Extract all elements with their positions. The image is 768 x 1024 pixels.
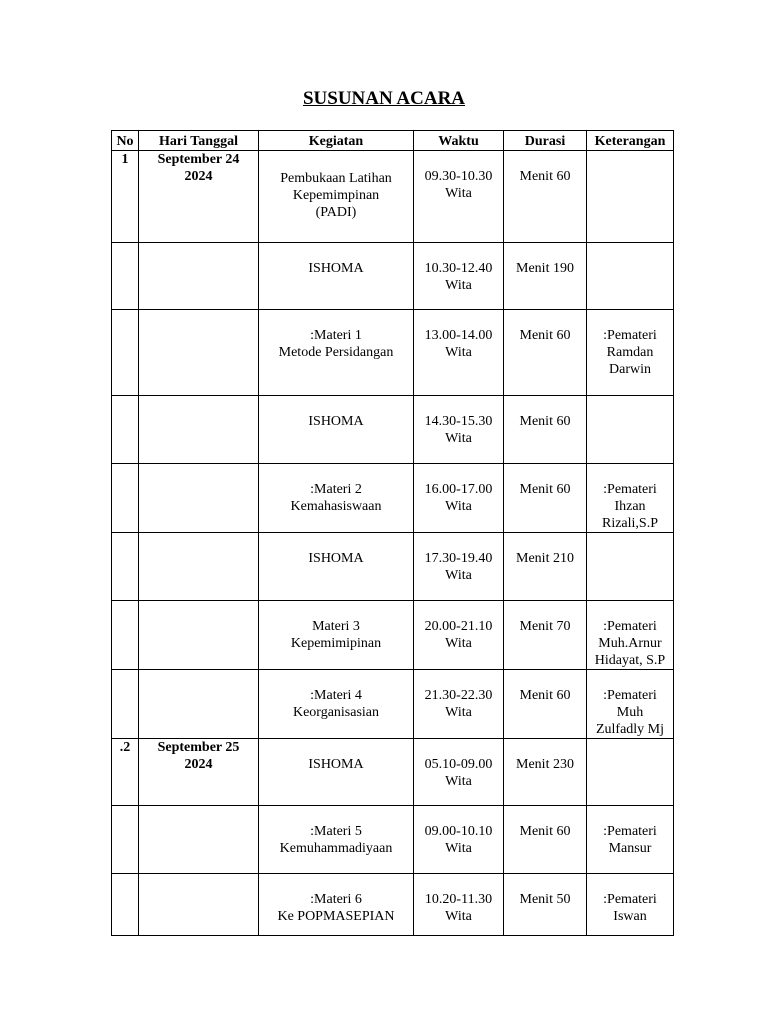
cell-durasi xyxy=(504,874,587,936)
cell-no xyxy=(112,806,139,874)
cell-kegiatan-line: Kemuhammadiyaan xyxy=(279,841,393,856)
cell-keterangan-line: Iswan xyxy=(613,909,647,924)
cell-durasi-text: Menit 210 xyxy=(516,551,574,566)
cell-waktu xyxy=(414,151,504,243)
header-kegiatan: Kegiatan xyxy=(259,131,414,151)
cell-durasi xyxy=(504,396,587,464)
cell-durasi-text: Menit 60 xyxy=(519,169,571,184)
cell-keterangan xyxy=(587,310,674,396)
cell-hari-tanggal xyxy=(139,806,259,874)
cell-kegiatan xyxy=(259,151,414,243)
cell-durasi xyxy=(504,151,587,243)
cell-keterangan xyxy=(587,533,674,601)
cell-kegiatan-line: :Materi 1 xyxy=(310,328,362,343)
cell-hari-tanggal xyxy=(139,151,259,243)
cell-no xyxy=(112,601,139,670)
cell-durasi-text: Menit 50 xyxy=(519,892,571,907)
cell-hari-tanggal xyxy=(139,396,259,464)
cell-kegiatan xyxy=(259,806,414,874)
cell-keterangan-line: Hidayat, S.P xyxy=(594,653,666,668)
cell-waktu xyxy=(414,739,504,806)
cell-durasi xyxy=(504,739,587,806)
cell-keterangan xyxy=(587,670,674,739)
cell-waktu xyxy=(414,874,504,936)
cell-kegiatan-line: :Materi 4 xyxy=(310,688,362,703)
cell-keterangan xyxy=(587,739,674,806)
cell-hari-tanggal xyxy=(139,310,259,396)
cell-no xyxy=(112,874,139,936)
cell-waktu xyxy=(414,396,504,464)
cell-kegiatan-line: (PADI) xyxy=(315,205,357,220)
cell-kegiatan xyxy=(259,670,414,739)
cell-keterangan xyxy=(587,396,674,464)
cell-no xyxy=(112,310,139,396)
cell-keterangan xyxy=(587,464,674,533)
cell-waktu xyxy=(414,806,504,874)
cell-kegiatan-line: Metode Persidangan xyxy=(278,345,394,360)
page-title: SUSUNAN ACARA xyxy=(302,88,466,109)
cell-kegiatan xyxy=(259,533,414,601)
cell-waktu-line: 10.20-11.30 xyxy=(424,892,493,907)
table-row xyxy=(112,310,674,396)
cell-hari-tanggal xyxy=(139,739,259,806)
cell-waktu-line: Wita xyxy=(445,278,472,293)
table-row xyxy=(112,670,674,739)
cell-keterangan-line: Ihzan xyxy=(614,499,646,514)
cell-durasi xyxy=(504,243,587,310)
cell-no: 1 xyxy=(112,151,139,243)
cell-keterangan-line: Rizali,S.P xyxy=(601,516,658,531)
cell-waktu-line: 20.00-21.10 xyxy=(424,619,493,634)
cell-kegiatan-line: Kepemimpinan xyxy=(292,188,380,203)
cell-kegiatan xyxy=(259,396,414,464)
table-header-row xyxy=(112,131,674,151)
table-row xyxy=(112,533,674,601)
cell-no xyxy=(112,533,139,601)
cell-hari-tanggal-line: September 25 xyxy=(157,740,240,755)
cell-kegiatan xyxy=(259,739,414,806)
cell-kegiatan-line: Kemahasiswaan xyxy=(290,499,382,514)
cell-waktu-line: Wita xyxy=(445,499,472,514)
cell-durasi xyxy=(504,533,587,601)
cell-durasi-text: Menit 190 xyxy=(516,261,574,276)
header-waktu: Waktu xyxy=(414,131,504,151)
header-durasi: Durasi xyxy=(504,131,587,151)
cell-waktu-line: 17.30-19.40 xyxy=(424,551,493,566)
cell-keterangan-line: :Pemateri xyxy=(603,688,657,703)
cell-keterangan xyxy=(587,806,674,874)
cell-durasi-text: Menit 60 xyxy=(519,328,571,343)
cell-waktu-line: Wita xyxy=(445,568,472,583)
cell-waktu-line: 09.00-10.10 xyxy=(424,824,493,839)
cell-kegiatan-line: ISHOMA xyxy=(308,551,364,566)
cell-waktu-line: Wita xyxy=(445,345,472,360)
cell-durasi xyxy=(504,806,587,874)
cell-keterangan-line: Mansur xyxy=(608,841,652,856)
cell-keterangan-line: Darwin xyxy=(609,362,651,377)
table-row xyxy=(112,243,674,310)
cell-waktu-line: Wita xyxy=(445,909,472,924)
cell-kegiatan xyxy=(259,310,414,396)
cell-keterangan xyxy=(587,874,674,936)
cell-keterangan-line: Muh xyxy=(616,705,644,720)
cell-kegiatan-line: ISHOMA xyxy=(308,414,364,429)
cell-kegiatan-line: :Materi 6 xyxy=(310,892,362,907)
cell-durasi xyxy=(504,464,587,533)
schedule-table xyxy=(111,130,674,936)
cell-waktu-line: Wita xyxy=(445,431,472,446)
cell-keterangan xyxy=(587,243,674,310)
cell-hari-tanggal-line: 2024 xyxy=(184,757,213,772)
cell-waktu xyxy=(414,243,504,310)
cell-kegiatan-line: :Materi 5 xyxy=(310,824,362,839)
cell-kegiatan-line: Materi 3 xyxy=(312,619,360,634)
cell-waktu-line: Wita xyxy=(445,841,472,856)
cell-keterangan-line: :Pemateri xyxy=(603,328,657,343)
cell-no xyxy=(112,243,139,310)
cell-waktu-line: 05.10-09.00 xyxy=(424,757,493,772)
header-keterangan: Keterangan xyxy=(587,131,674,151)
cell-keterangan xyxy=(587,601,674,670)
cell-no: .2 xyxy=(112,739,139,806)
table-row xyxy=(112,739,674,806)
cell-waktu-line: 14.30-15.30 xyxy=(424,414,493,429)
cell-durasi-text: Menit 60 xyxy=(519,414,571,429)
cell-keterangan-line: :Pemateri xyxy=(603,482,657,497)
cell-hari-tanggal xyxy=(139,243,259,310)
cell-keterangan-line: Muh.Arnur xyxy=(598,636,662,651)
cell-no xyxy=(112,396,139,464)
table-row xyxy=(112,151,674,243)
cell-hari-tanggal xyxy=(139,874,259,936)
cell-durasi xyxy=(504,601,587,670)
cell-no xyxy=(112,670,139,739)
cell-waktu xyxy=(414,670,504,739)
cell-waktu xyxy=(414,310,504,396)
cell-durasi-text: Menit 230 xyxy=(516,757,574,772)
cell-hari-tanggal-line: September 24 xyxy=(157,152,240,167)
cell-kegiatan xyxy=(259,874,414,936)
cell-kegiatan-line: Keorganisasian xyxy=(292,705,380,720)
cell-kegiatan xyxy=(259,464,414,533)
cell-keterangan xyxy=(587,151,674,243)
header-no: No xyxy=(112,131,139,151)
cell-waktu-line: 10.30-12.40 xyxy=(424,261,493,276)
cell-waktu-line: 09.30-10.30 xyxy=(424,169,493,184)
cell-durasi-text: Menit 70 xyxy=(519,619,571,634)
cell-durasi xyxy=(504,310,587,396)
cell-waktu-line: Wita xyxy=(445,636,472,651)
cell-kegiatan-line: Ke POPMASEPIAN xyxy=(277,909,395,924)
table-body xyxy=(112,151,674,936)
cell-durasi-text: Menit 60 xyxy=(519,824,571,839)
table-row xyxy=(112,396,674,464)
cell-durasi-text: Menit 60 xyxy=(519,482,571,497)
table-row xyxy=(112,806,674,874)
cell-no xyxy=(112,464,139,533)
cell-kegiatan-line: ISHOMA xyxy=(308,261,364,276)
cell-hari-tanggal xyxy=(139,601,259,670)
cell-waktu-line: 13.00-14.00 xyxy=(424,328,493,343)
cell-waktu-line: Wita xyxy=(445,774,472,789)
table-row xyxy=(112,601,674,670)
cell-kegiatan-line: :Materi 2 xyxy=(310,482,362,497)
cell-keterangan-line: Ramdan xyxy=(606,345,654,360)
cell-hari-tanggal-line: 2024 xyxy=(184,169,213,184)
cell-waktu xyxy=(414,533,504,601)
cell-keterangan-line: :Pemateri xyxy=(603,619,657,634)
cell-keterangan-line: :Pemateri xyxy=(603,824,657,839)
header-hari-tanggal: Hari Tanggal xyxy=(139,131,259,151)
cell-keterangan-line: Zulfadly Mj xyxy=(595,722,665,737)
cell-hari-tanggal xyxy=(139,533,259,601)
cell-waktu xyxy=(414,601,504,670)
cell-kegiatan-line: Kepemimipinan xyxy=(290,636,382,651)
cell-durasi-text: Menit 60 xyxy=(519,688,571,703)
cell-waktu-line: Wita xyxy=(445,705,472,720)
table-row xyxy=(112,464,674,533)
cell-hari-tanggal xyxy=(139,670,259,739)
table-row xyxy=(112,874,674,936)
cell-waktu-line: 21.30-22.30 xyxy=(424,688,493,703)
cell-keterangan-line: :Pemateri xyxy=(603,892,657,907)
cell-waktu-line: 16.00-17.00 xyxy=(424,482,493,497)
cell-waktu-line: Wita xyxy=(445,186,472,201)
cell-kegiatan xyxy=(259,601,414,670)
cell-waktu xyxy=(414,464,504,533)
cell-kegiatan xyxy=(259,243,414,310)
cell-hari-tanggal xyxy=(139,464,259,533)
cell-kegiatan-line: ISHOMA xyxy=(308,757,364,772)
cell-kegiatan-line: Pembukaan Latihan xyxy=(280,171,392,186)
cell-durasi xyxy=(504,670,587,739)
